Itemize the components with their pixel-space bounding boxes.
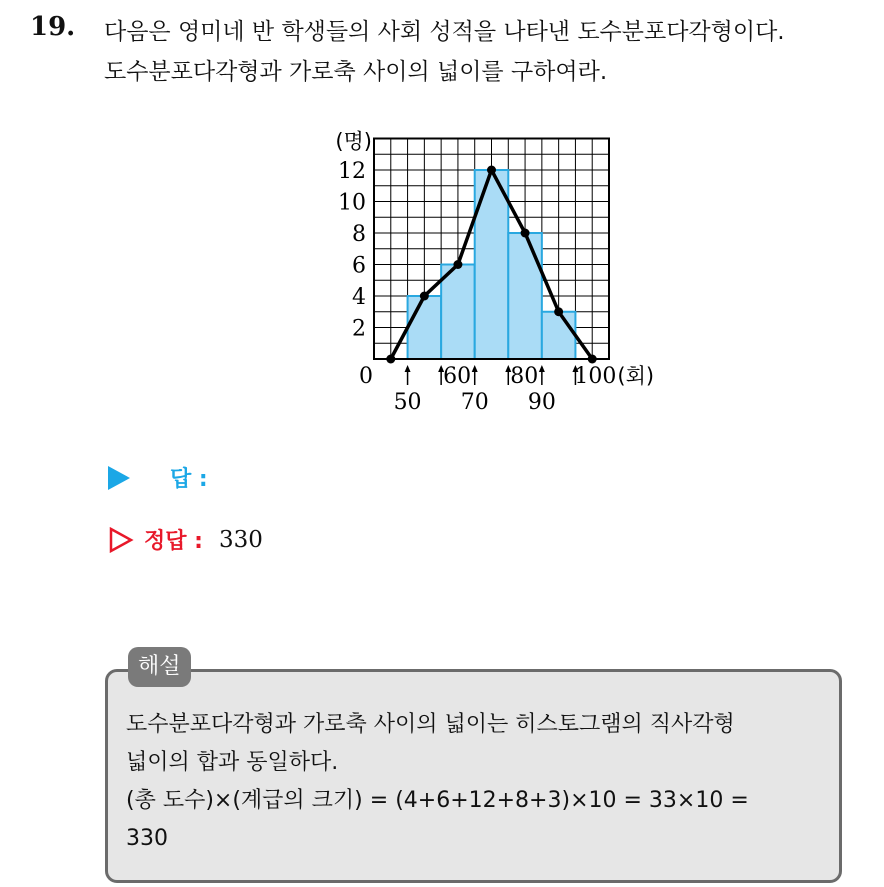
x-tick-label-lower: 90 (527, 390, 556, 410)
solution-line-3: (총 도수)×(계급의 크기) = (4+6+12+8+3)×10 = 33×10 = (126, 788, 749, 813)
y-tick-label: 6 (352, 253, 366, 279)
y-tick-label: 4 (352, 285, 366, 310)
y-tick-label: 8 (352, 222, 366, 247)
histogram-bar (508, 233, 542, 359)
correct-answer-label: 정답 : (144, 529, 203, 554)
play-triangle-icon (108, 466, 130, 490)
y-tick-label: 2 (352, 316, 366, 342)
solution-line-1: 도수분포다각형과 가로축 사이의 넓이는 히스토그램의 직사각형 (126, 712, 735, 737)
question-text (104, 12, 874, 92)
origin-label: 0 (359, 364, 373, 389)
histogram-bar (408, 296, 442, 359)
y-axis-unit-label: (명) (335, 129, 372, 154)
outline-triangle-icon (108, 527, 134, 553)
y-tick-label: 10 (338, 190, 366, 216)
correct-answer-row (108, 524, 263, 555)
frequency-polygon-chart (320, 110, 660, 410)
question-number: 19. (30, 12, 76, 42)
histogram-bar (441, 265, 475, 360)
y-tick-label: 12 (338, 159, 366, 184)
x-tick-label-lower: 70 (460, 390, 489, 410)
polygon-point (420, 292, 429, 301)
polygon-point (487, 166, 496, 175)
polygon-point (453, 260, 462, 269)
polygon-point (386, 355, 395, 364)
x-tick-arrowhead (539, 365, 545, 372)
answer-label: 답 : (170, 467, 208, 492)
solution-line-2: 넓이의 합과 동일하다. (126, 750, 339, 775)
solution-tab: 해설 (128, 647, 191, 687)
question-line-2: 도수분포다각형과 가로축 사이의 넓이를 구하여라. (104, 59, 608, 85)
histogram-bar (542, 312, 576, 359)
polygon-point (554, 307, 563, 316)
x-tick-arrowhead (472, 365, 478, 372)
x-tick-label-upper: 100 (574, 364, 617, 389)
polygon-point (521, 229, 530, 238)
x-tick-arrowhead (405, 365, 411, 372)
x-tick-label-upper: 60 (443, 364, 472, 389)
x-tick-label-upper: 80 (510, 364, 539, 389)
answer-row (108, 462, 224, 493)
question-line-1: 다음은 영미네 반 학생들의 사회 성적을 나타낸 도수분포다각형이다. (104, 19, 785, 45)
correct-answer-value: 330 (218, 526, 263, 553)
x-axis-unit-label: (회) (617, 364, 655, 388)
polygon-point (588, 355, 597, 364)
solution-text (126, 706, 836, 858)
x-tick-label-lower: 50 (393, 390, 422, 410)
solution-line-4: 330 (126, 826, 168, 851)
